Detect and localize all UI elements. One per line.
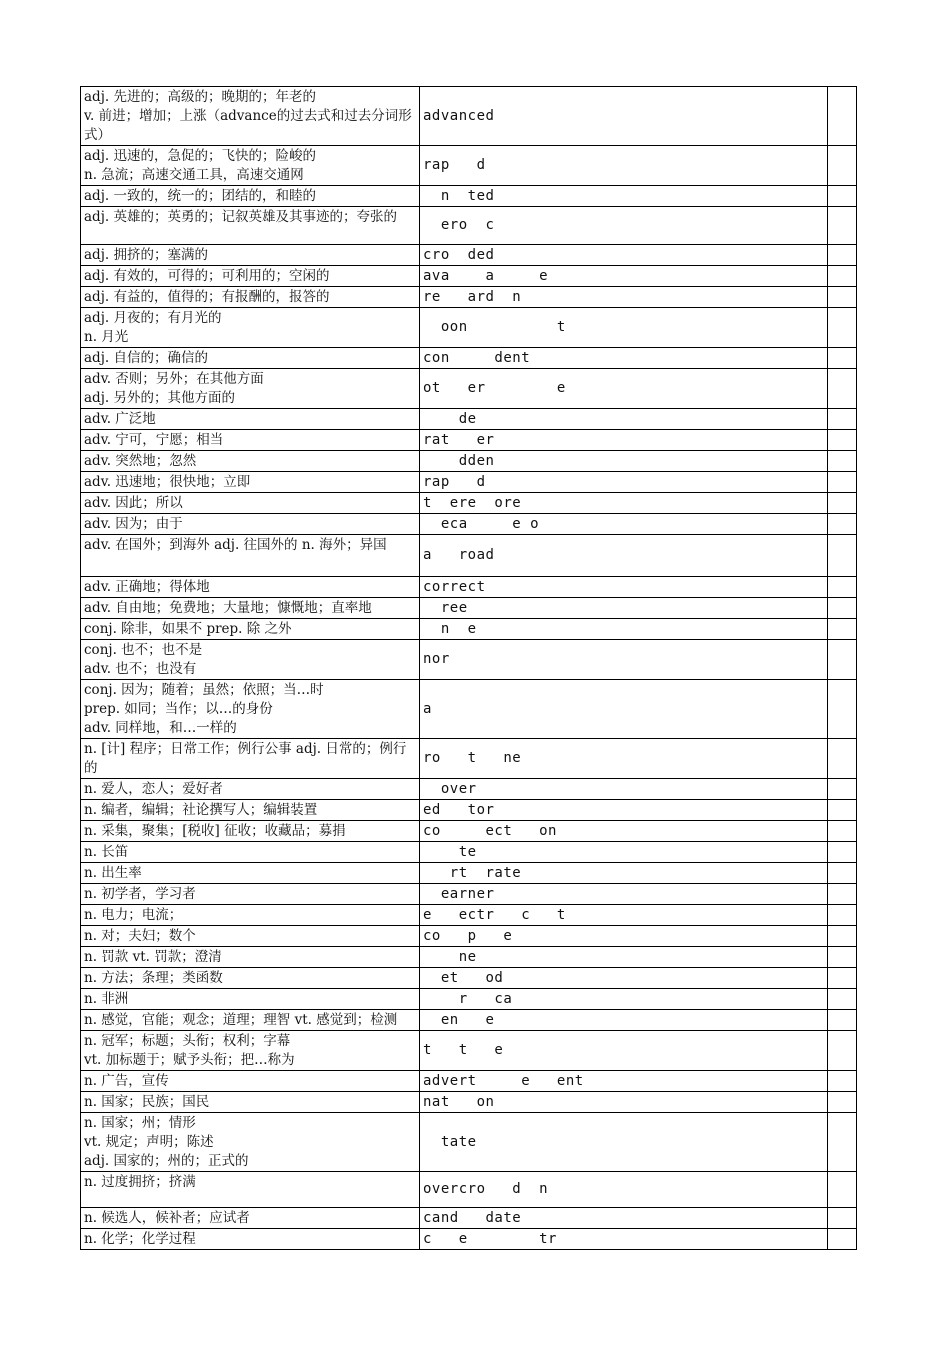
table-row [81, 493, 857, 514]
table-row [81, 430, 857, 451]
table-row [81, 266, 857, 287]
word-cell: t t e [420, 1031, 828, 1071]
table-row [81, 369, 857, 409]
definition-cell: adj. 月夜的；有月光的 n. 月光 [81, 308, 420, 348]
table-row [81, 1071, 857, 1092]
table-row [81, 1010, 857, 1031]
definition-cell: conj. 因为；随着；虽然；依照；当…时 prep. 如同；当作；以…的身份 adv. 同样地，和…一样的 [81, 680, 420, 739]
definition-cell: adj. 有效的，可得的；可利用的；空闲的 [81, 266, 420, 287]
word-cell: over [420, 779, 828, 800]
definition-cell: n. 采集，聚集；[税收] 征收；收藏品；募捐 [81, 821, 420, 842]
word-cell: cro ded [420, 245, 828, 266]
table-row [81, 779, 857, 800]
definition-cell: n. 方法；条理；类函数 [81, 968, 420, 989]
table-row [81, 968, 857, 989]
blank-cell [828, 287, 857, 308]
word-cell: oon t [420, 308, 828, 348]
blank-cell [828, 207, 857, 245]
table-row [81, 947, 857, 968]
blank-cell [828, 968, 857, 989]
blank-cell [828, 680, 857, 739]
table-row [81, 348, 857, 369]
definition-cell: adv. 广泛地 [81, 409, 420, 430]
blank-cell [828, 1010, 857, 1031]
definition-cell: adv. 在国外；到海外 adj. 往国外的 n. 海外；异国 [81, 535, 420, 577]
definition-cell: n. 化学；化学过程 [81, 1229, 420, 1250]
word-cell: nor [420, 640, 828, 680]
definition-cell: n. 爱人，恋人；爱好者 [81, 779, 420, 800]
blank-cell [828, 947, 857, 968]
definition-cell: n. 过度拥挤；挤满 [81, 1172, 420, 1208]
table-row [81, 739, 857, 779]
vocabulary-rows [81, 87, 857, 1250]
word-cell: te [420, 842, 828, 863]
blank-cell [828, 598, 857, 619]
table-row [81, 598, 857, 619]
word-cell: co p e [420, 926, 828, 947]
definition-cell: n. [计] 程序；日常工作；例行公事 adj. 日常的；例行的 [81, 739, 420, 779]
word-cell: tate [420, 1113, 828, 1172]
word-cell: t ere ore [420, 493, 828, 514]
blank-cell [828, 493, 857, 514]
definition-cell: n. 电力；电流； [81, 905, 420, 926]
blank-cell [828, 186, 857, 207]
blank-cell [828, 535, 857, 577]
word-cell: ed tor [420, 800, 828, 821]
table-row [81, 245, 857, 266]
blank-cell [828, 409, 857, 430]
word-cell: n ted [420, 186, 828, 207]
word-cell: n e [420, 619, 828, 640]
blank-cell [828, 905, 857, 926]
word-cell: en e [420, 1010, 828, 1031]
table-row [81, 535, 857, 577]
word-cell: e ectr c t [420, 905, 828, 926]
table-row [81, 409, 857, 430]
table-row [81, 1172, 857, 1208]
table-row [81, 1229, 857, 1250]
definition-cell: adv. 宁可，宁愿；相当 [81, 430, 420, 451]
definition-cell: n. 长笛 [81, 842, 420, 863]
blank-cell [828, 308, 857, 348]
blank-cell [828, 369, 857, 409]
table-row [81, 842, 857, 863]
table-row [81, 905, 857, 926]
table-row [81, 821, 857, 842]
word-cell: ava a e [420, 266, 828, 287]
word-cell: advert e ent [420, 1071, 828, 1092]
definition-cell: adv. 因此；所以 [81, 493, 420, 514]
definition-cell: adv. 突然地；忽然 [81, 451, 420, 472]
word-cell: ree [420, 598, 828, 619]
word-cell: ero c [420, 207, 828, 245]
table-row [81, 207, 857, 245]
table-row [81, 680, 857, 739]
table-row [81, 451, 857, 472]
blank-cell [828, 245, 857, 266]
table-row [81, 619, 857, 640]
word-cell: rap d [420, 146, 828, 186]
word-cell: et od [420, 968, 828, 989]
table-row [81, 514, 857, 535]
definition-cell: adv. 迅速地；很快地；立即 [81, 472, 420, 493]
word-cell: con dent [420, 348, 828, 369]
word-cell: rap d [420, 472, 828, 493]
blank-cell [828, 863, 857, 884]
table-row [81, 926, 857, 947]
blank-cell [828, 430, 857, 451]
definition-cell: adj. 一致的，统一的；团结的，和睦的 [81, 186, 420, 207]
definition-cell: conj. 除非，如果不 prep. 除 之外 [81, 619, 420, 640]
definition-cell: n. 罚款 vt. 罚款；澄清 [81, 947, 420, 968]
definition-cell: n. 非洲 [81, 989, 420, 1010]
word-cell: correct [420, 577, 828, 598]
word-cell: a [420, 680, 828, 739]
blank-cell [828, 1172, 857, 1208]
definition-cell: n. 对；夫妇；数个 [81, 926, 420, 947]
word-cell: cand date [420, 1208, 828, 1229]
table-row [81, 186, 857, 207]
definition-cell: adj. 拥挤的；塞满的 [81, 245, 420, 266]
word-cell: overcro d n [420, 1172, 828, 1208]
table-row [81, 1113, 857, 1172]
table-row [81, 472, 857, 493]
table-row [81, 989, 857, 1010]
definition-cell: n. 初学者，学习者 [81, 884, 420, 905]
definition-cell: n. 候选人，候补者；应试者 [81, 1208, 420, 1229]
word-cell: nat on [420, 1092, 828, 1113]
blank-cell [828, 1229, 857, 1250]
blank-cell [828, 472, 857, 493]
definition-cell: n. 冠军；标题；头衔；权利；字幕 vt. 加标题于；赋予头衔；把…称为 [81, 1031, 420, 1071]
blank-cell [828, 146, 857, 186]
definition-cell: n. 广告，宣传 [81, 1071, 420, 1092]
word-cell: c e tr [420, 1229, 828, 1250]
blank-cell [828, 1113, 857, 1172]
definition-cell: n. 国家；州；情形 vt. 规定；声明；陈述 adj. 国家的；州的；正式的 [81, 1113, 420, 1172]
blank-cell [828, 514, 857, 535]
table-row [81, 1031, 857, 1071]
table-row [81, 863, 857, 884]
table-row [81, 1092, 857, 1113]
definition-cell: adj. 先进的；高级的；晚期的；年老的 v. 前进；增加；上涨（advance的过去式和过去分词形式） [81, 87, 420, 146]
blank-cell [828, 739, 857, 779]
definition-cell: n. 感觉，官能；观念；道理；理智 vt. 感觉到；检测 [81, 1010, 420, 1031]
word-cell: rat er [420, 430, 828, 451]
definition-cell: n. 国家；民族；国民 [81, 1092, 420, 1113]
table-row [81, 287, 857, 308]
blank-cell [828, 800, 857, 821]
table-row [81, 577, 857, 598]
blank-cell [828, 577, 857, 598]
table-row [81, 1208, 857, 1229]
blank-cell [828, 1092, 857, 1113]
definition-cell: adj. 迅速的，急促的；飞快的；险峻的 n. 急流；高速交通工具，高速交通网 [81, 146, 420, 186]
blank-cell [828, 926, 857, 947]
definition-cell: adv. 自由地；免费地；大量地；慷慨地；直率地 [81, 598, 420, 619]
definition-cell: adj. 有益的，值得的；有报酬的，报答的 [81, 287, 420, 308]
definition-cell: adj. 英雄的；英勇的；记叙英雄及其事迹的；夸张的 [81, 207, 420, 245]
word-cell: re ard n [420, 287, 828, 308]
table-row [81, 800, 857, 821]
blank-cell [828, 348, 857, 369]
blank-cell [828, 1071, 857, 1092]
blank-cell [828, 87, 857, 146]
blank-cell [828, 779, 857, 800]
definition-cell: conj. 也不；也不是 adv. 也不；也没有 [81, 640, 420, 680]
blank-cell [828, 884, 857, 905]
blank-cell [828, 451, 857, 472]
word-cell: co ect on [420, 821, 828, 842]
word-cell: r ca [420, 989, 828, 1010]
word-cell: de [420, 409, 828, 430]
definition-cell: n. 出生率 [81, 863, 420, 884]
definition-cell: adv. 否则；另外；在其他方面 adj. 另外的；其他方面的 [81, 369, 420, 409]
word-cell: eca e o [420, 514, 828, 535]
word-cell: rt rate [420, 863, 828, 884]
blank-cell [828, 266, 857, 287]
table-row [81, 884, 857, 905]
blank-cell [828, 821, 857, 842]
definition-cell: adj. 自信的；确信的 [81, 348, 420, 369]
word-cell: ro t ne [420, 739, 828, 779]
table-row [81, 640, 857, 680]
word-cell: advanced [420, 87, 828, 146]
blank-cell [828, 1031, 857, 1071]
table-row [81, 146, 857, 186]
definition-cell: adv. 因为；由于 [81, 514, 420, 535]
blank-cell [828, 640, 857, 680]
word-cell: ne [420, 947, 828, 968]
word-cell: a road [420, 535, 828, 577]
blank-cell [828, 989, 857, 1010]
blank-cell [828, 619, 857, 640]
blank-cell [828, 1208, 857, 1229]
table-row [81, 308, 857, 348]
definition-cell: n. 编者，编辑；社论撰写人；编辑装置 [81, 800, 420, 821]
word-cell: ot er e [420, 369, 828, 409]
vocabulary-table [80, 86, 857, 1250]
word-cell: dden [420, 451, 828, 472]
blank-cell [828, 842, 857, 863]
table-row [81, 87, 857, 146]
word-cell: earner [420, 884, 828, 905]
definition-cell: adv. 正确地；得体地 [81, 577, 420, 598]
